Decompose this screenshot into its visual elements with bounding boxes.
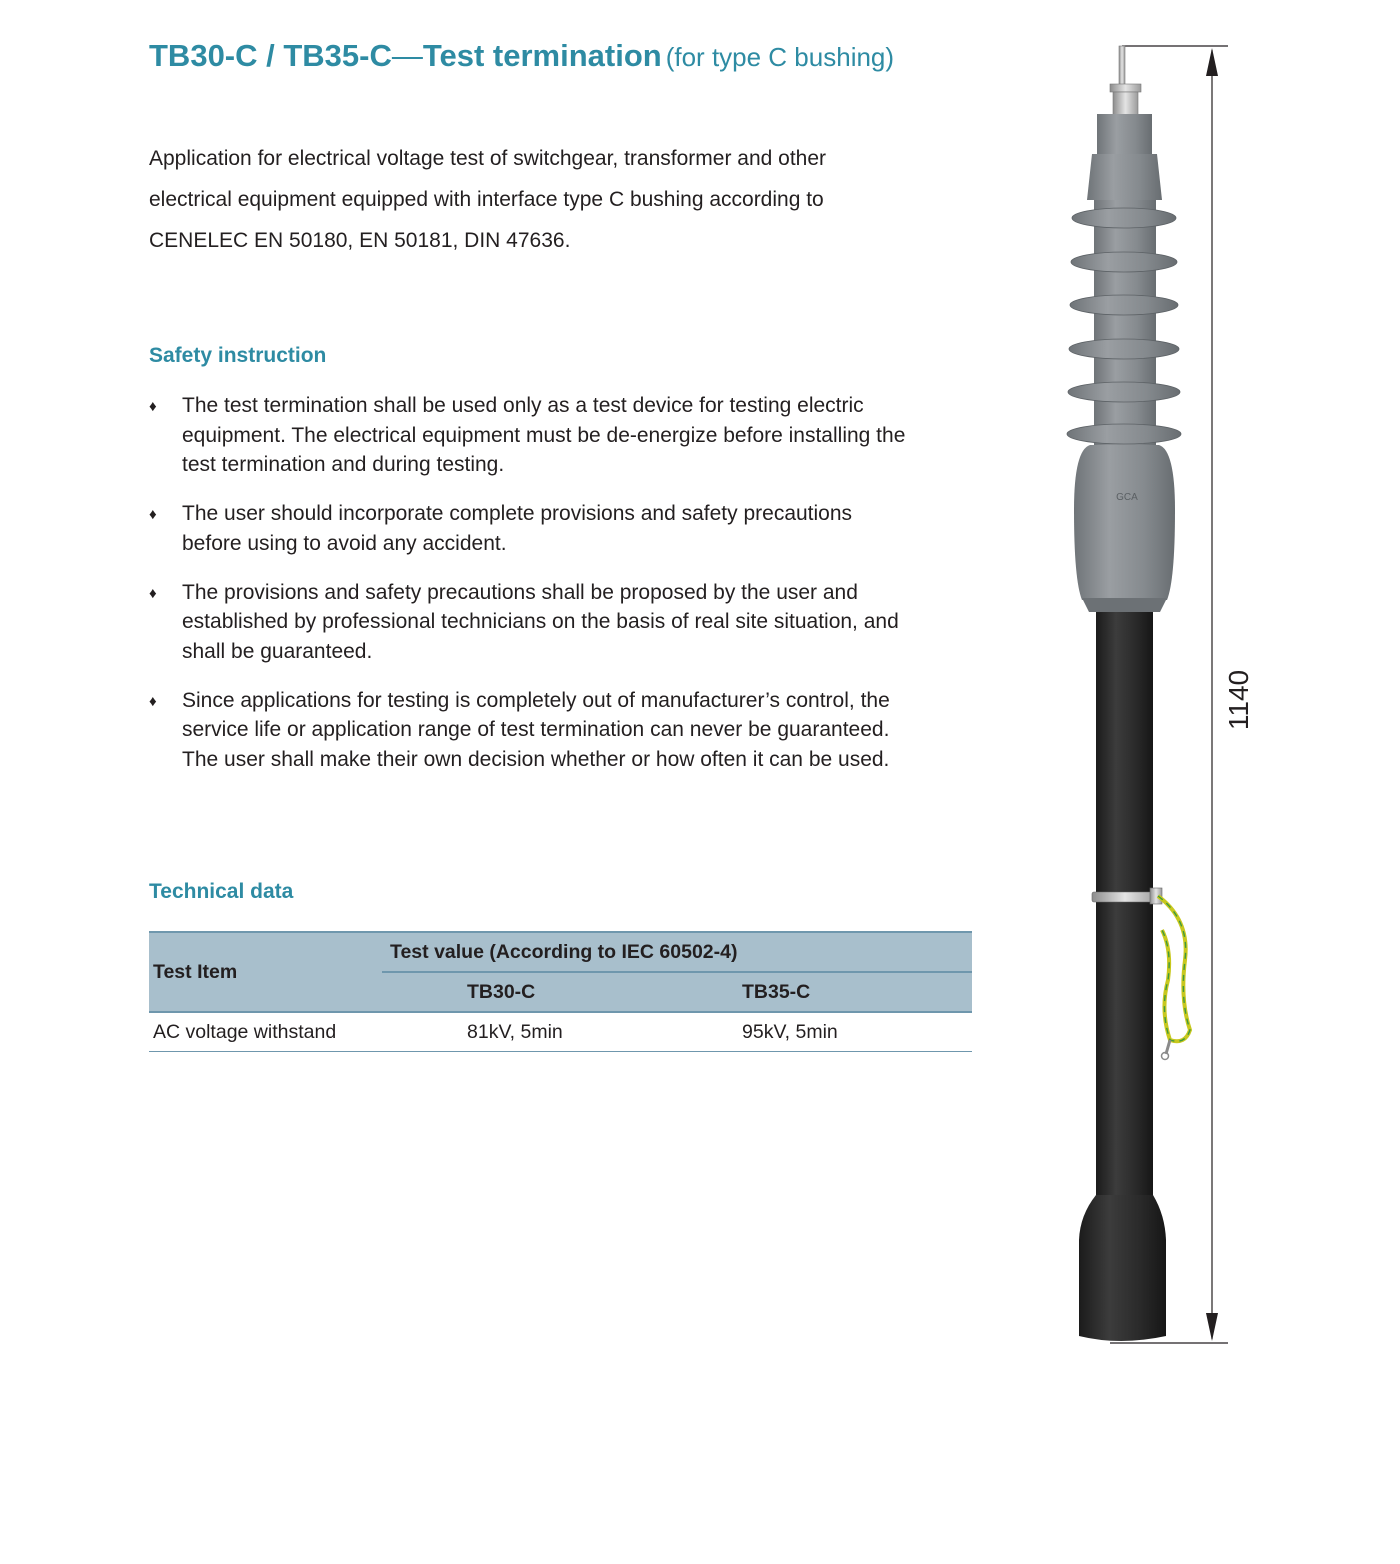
header-tb35: TB35-C: [657, 972, 972, 1012]
safety-line: The user shall make their own decision whether or how often it can be used.: [182, 747, 890, 771]
cable-bottom-sleeve: [1079, 1195, 1166, 1341]
intro-paragraph: [149, 138, 929, 261]
safety-item: [149, 686, 979, 775]
title-subtitle: (for type C bushing): [665, 42, 895, 72]
table-row: [149, 1012, 972, 1052]
safety-line: before using to avoid any accident.: [182, 531, 507, 555]
title-dash: —: [391, 38, 423, 73]
diamond-bullet-icon: ♦: [149, 506, 157, 523]
safety-heading: Safety instruction: [149, 344, 327, 367]
safety-list: [149, 391, 979, 794]
safety-line: equipment. The electrical equipment must be de-energize before installing the: [182, 423, 906, 447]
insulator-sheds: [1067, 114, 1181, 460]
safety-item: [149, 391, 979, 480]
technical-data-table: [149, 931, 972, 1052]
header-tb30: TB30-C: [382, 972, 657, 1012]
cell-tb30-value: 81kV, 5min: [382, 1012, 657, 1052]
intro-line: Application for electrical voltage test of switchgear, transformer and other: [149, 147, 827, 170]
safety-line: shall be guaranteed.: [182, 639, 373, 663]
header-test-item: Test Item: [149, 932, 382, 1012]
grounding-wire: [1158, 896, 1190, 1060]
safety-line: The test termination shall be used only as a test device for testing electric: [182, 394, 864, 417]
header-test-value: Test value (According to IEC 60502-4): [382, 932, 972, 972]
top-connector: [1110, 46, 1141, 116]
title-model: TB30-C / TB35-C: [149, 38, 392, 73]
brand-mark: GCA: [1116, 492, 1138, 503]
cable-shaft: [1096, 612, 1153, 1197]
dimension-label: 1140: [1223, 669, 1254, 731]
safety-line: service life or application range of test termination can never be guaranteed.: [182, 718, 890, 741]
test-termination-drawing: [1040, 30, 1280, 1360]
safety-line: The provisions and safety precautions shall be proposed by the user and: [182, 580, 858, 604]
arrow-up-icon: [1206, 48, 1218, 76]
diamond-bullet-icon: ♦: [149, 692, 157, 710]
diamond-bullet-icon: ♦: [149, 398, 157, 415]
safety-line: Since applications for testing is completely out of manufacturer’s control, the: [182, 688, 890, 712]
safety-item: [149, 578, 979, 667]
insulator-base: [1082, 598, 1167, 612]
intro-line: CENELEC EN 50180, EN 50181, DIN 47636.: [149, 229, 571, 252]
insulator-body: [1074, 445, 1175, 600]
arrow-down-icon: [1206, 1313, 1218, 1341]
cell-tb35-value: 95kV, 5min: [657, 1012, 972, 1052]
technical-heading: Technical data: [149, 880, 294, 903]
intro-line: electrical equipment equipped with interface type C bushing according to: [149, 188, 824, 211]
safety-line: The user should incorporate complete provisions and safety precautions: [182, 502, 853, 525]
cell-test-item: AC voltage withstand: [149, 1012, 382, 1052]
safety-line: test termination and during testing.: [182, 453, 505, 476]
safety-line: established by professional technicians on the basis of real site situation, and: [182, 610, 899, 633]
page-title: [149, 36, 894, 77]
safety-item: [149, 499, 979, 558]
diamond-bullet-icon: ♦: [149, 584, 157, 602]
title-product: Test termination: [422, 38, 662, 73]
